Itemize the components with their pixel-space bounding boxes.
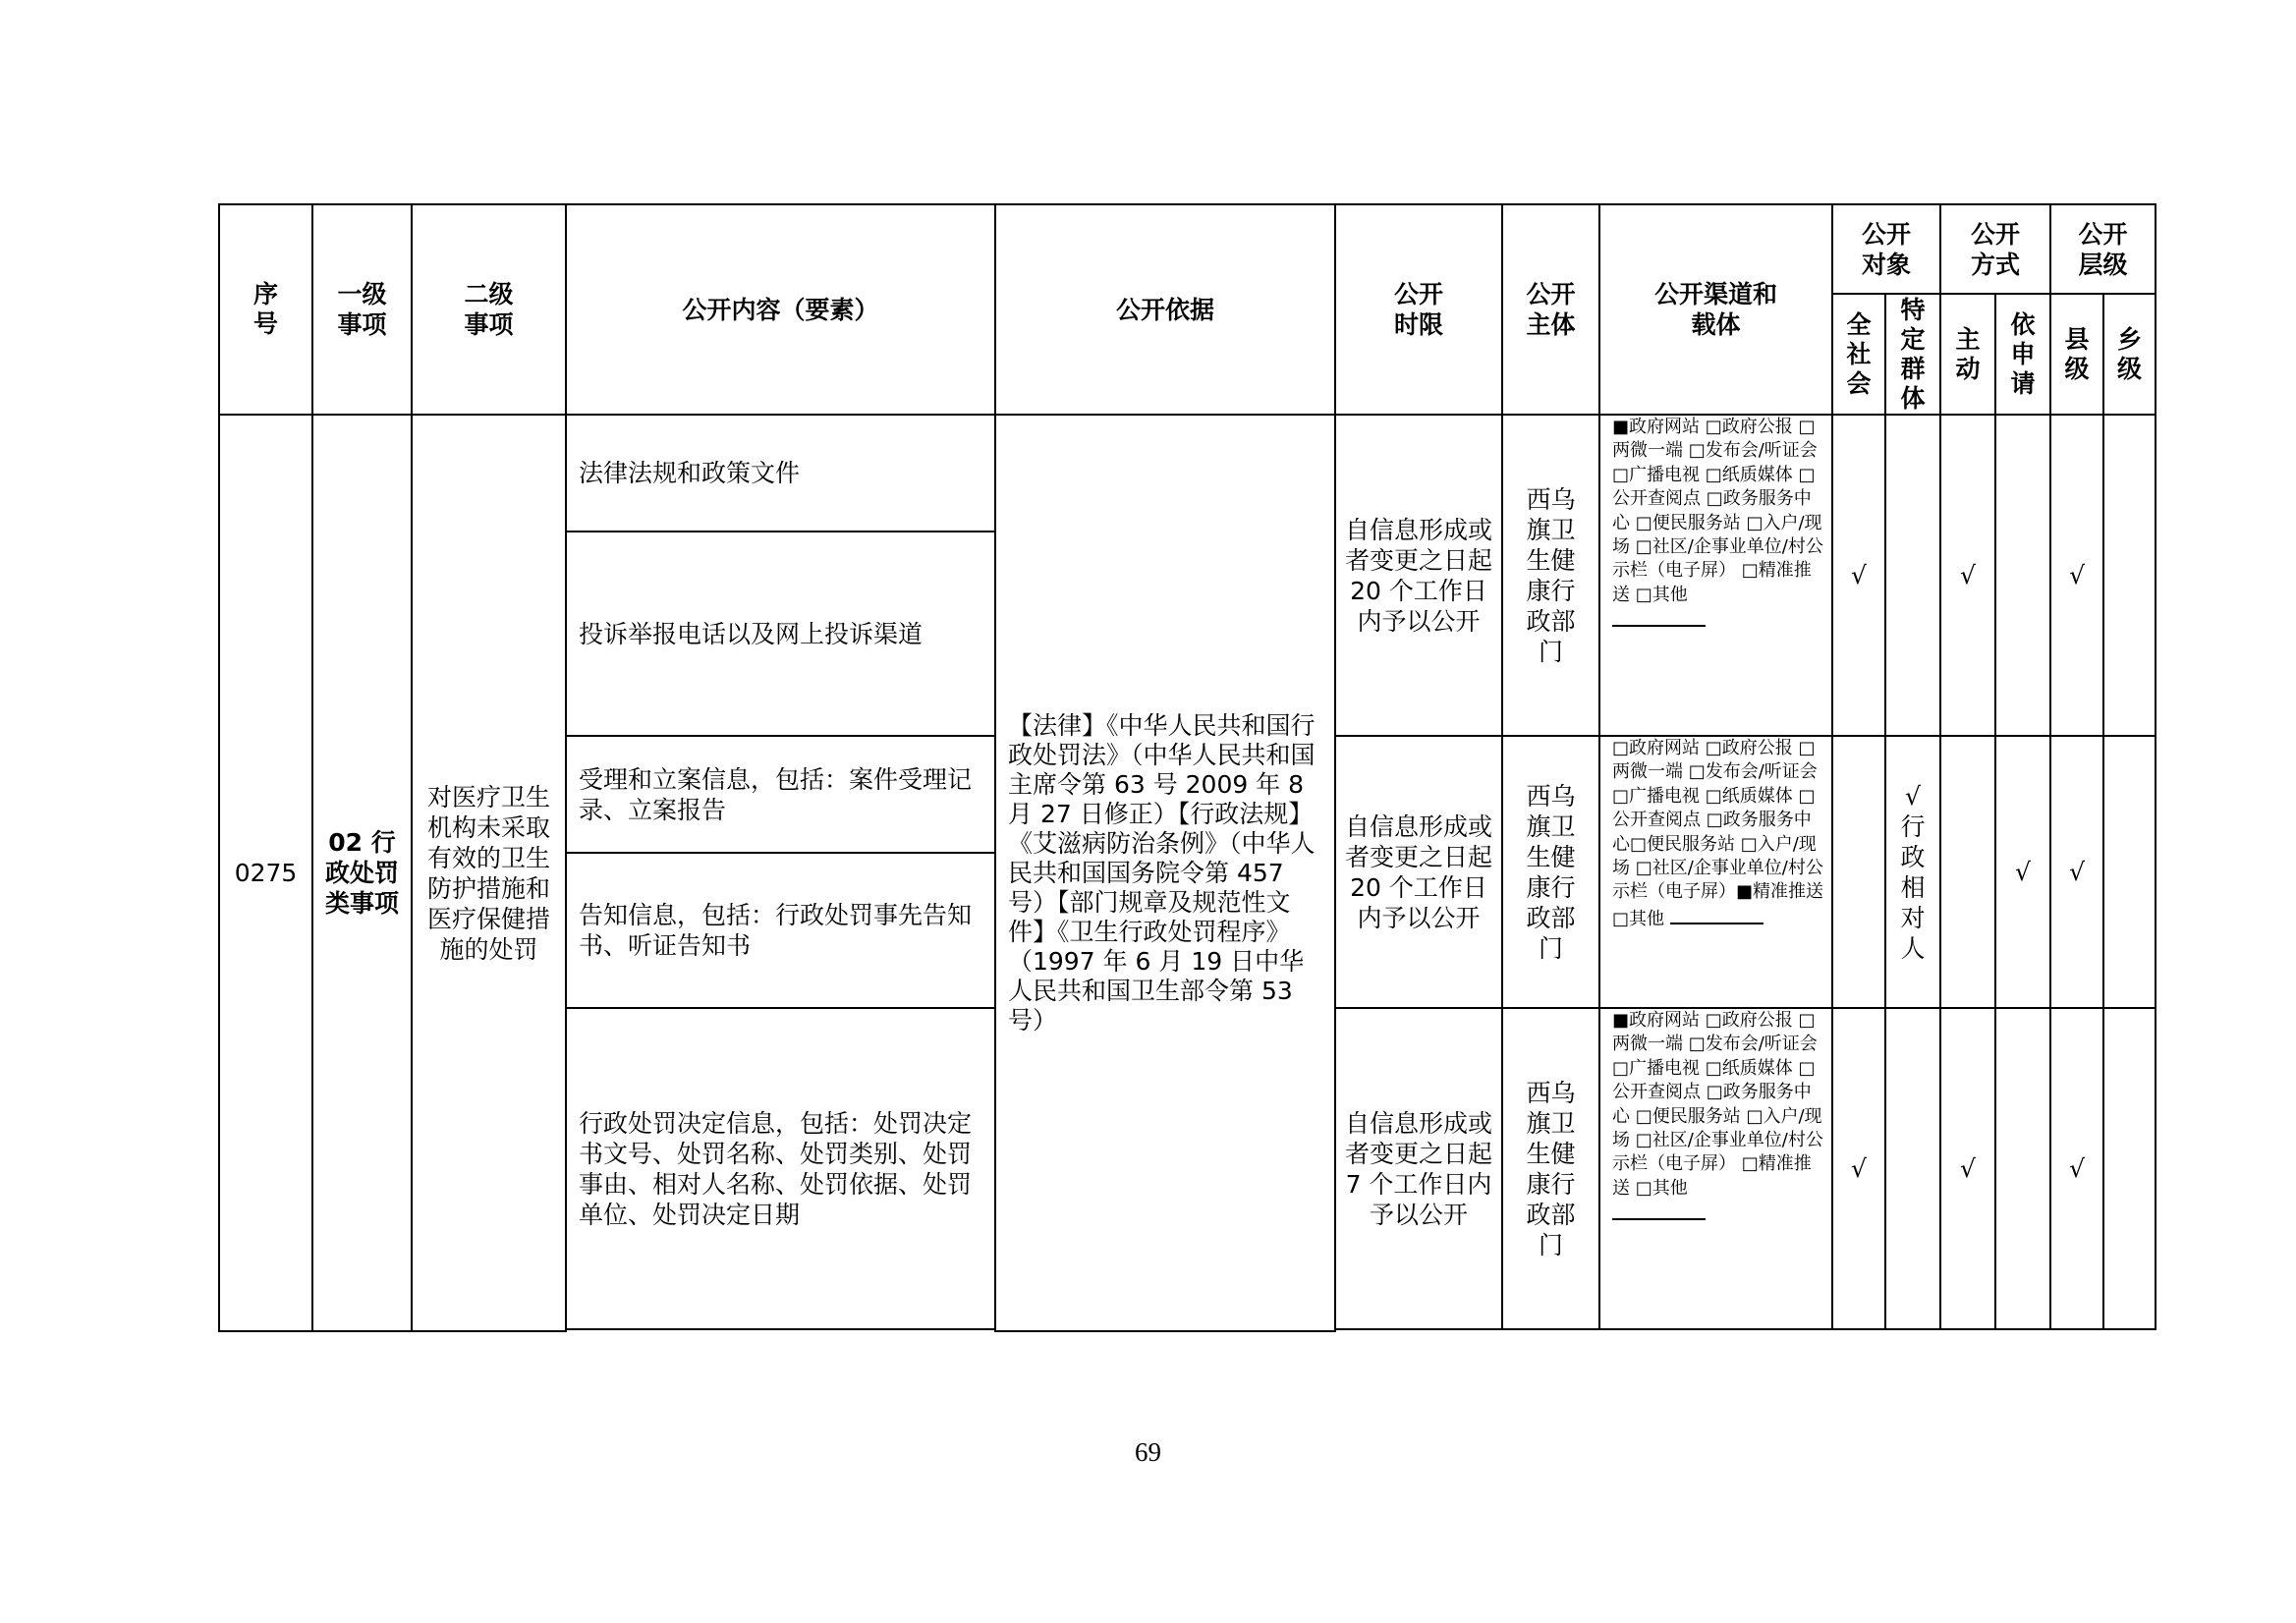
check-level-town	[2103, 1008, 2156, 1329]
header-content: 公开内容（要素）	[566, 204, 995, 415]
subject-cell: 西乌旗卫生健康行政部门	[1502, 415, 1599, 736]
header-subject: 公开主体	[1502, 204, 1599, 415]
check-method-active: √	[1940, 1008, 1995, 1329]
check-target-specific	[1885, 1008, 1940, 1329]
content-cell: 投诉举报电话以及网上投诉渠道	[566, 532, 995, 736]
content-cell: 告知信息，包括：行政处罚事先告知书、听证告知书	[566, 853, 995, 1008]
check-target-all: √	[1832, 1008, 1885, 1329]
time-limit-cell: 自信息形成或者变更之日起 7 个工作日内予以公开	[1335, 1008, 1502, 1329]
channel-cell	[1599, 415, 1832, 736]
header-level2: 二级事项	[412, 204, 566, 415]
header-level-county: 县级	[2050, 294, 2103, 415]
check-method-request	[1995, 415, 2050, 736]
channel-text: □政府网站 □政府公报 □两微一端 □发布会/听证会 □广播电视 □纸质媒体 □公开查阅点 □政务服务中心□便民服务站 □入户/现场 □社区/企事业单位/村公示栏（电子屏）■精准推送 □其他	[1612, 738, 1824, 929]
level2-cell: 对医疗卫生机构未采取有效的卫生防护措施和医疗保健措施的处罚	[412, 415, 566, 1331]
channel-text: ■政府网站 □政府公报 □两微一端 □发布会/听证会 □广播电视 □纸质媒体 □公开查阅点 □政务服务中心 □便民服务站 □入户/现场 □社区/企事业单位/村公示栏（电子屏） □精准推送 □其他	[1612, 417, 1823, 605]
check-level-county: √	[2050, 415, 2103, 736]
header-level-town: 乡级	[2103, 294, 2156, 415]
time-limit-cell: 自信息形成或者变更之日起 20 个工作日内予以公开	[1335, 415, 1502, 736]
header-basis: 公开依据	[995, 204, 1335, 415]
blank-underline	[1612, 1201, 1706, 1220]
seq-cell: 0275	[219, 415, 312, 1331]
basis-cell: 【法律】《中华人民共和国行政处罚法》（中华人民共和国主席令第 63 号 2009 年 8 月 27 日修正）【行政法规】《艾滋病防治条例》（中华人民共和国国务院令第 457 号）【部门规章及规范性文件】《卫生行政处罚程序》（1997 年 6 月 19 日中华人民共和国卫生部令第 53 号）	[995, 415, 1335, 1331]
header-target: 公开对象	[1832, 204, 1940, 294]
check-target-all	[1832, 736, 1885, 1008]
channel-cell	[1599, 736, 1832, 1008]
channel-cell	[1599, 1008, 1832, 1329]
header-method: 公开方式	[1940, 204, 2050, 294]
blank-underline	[1612, 607, 1706, 627]
check-target-all: √	[1832, 415, 1885, 736]
disclosure-table	[218, 203, 2156, 1332]
check-method-request	[1995, 1008, 2050, 1329]
check-method-request: √	[1995, 736, 2050, 1008]
check-method-active	[1940, 736, 1995, 1008]
check-level-county: √	[2050, 1008, 2103, 1329]
subject-cell: 西乌旗卫生健康行政部门	[1502, 736, 1599, 1008]
level1-cell: 02 行政处罚类事项	[312, 415, 412, 1331]
header-seq: 序号	[219, 204, 312, 415]
header-level1: 一级事项	[312, 204, 412, 415]
header-target-all: 全社会	[1832, 294, 1885, 415]
header-row-1	[219, 204, 2156, 294]
content-cell: 法律法规和政策文件	[566, 415, 995, 532]
header-time-limit: 公开时限	[1335, 204, 1502, 415]
subject-cell: 西乌旗卫生健康行政部门	[1502, 1008, 1599, 1329]
check-level-county: √	[2050, 736, 2103, 1008]
channel-text: ■政府网站 □政府公报 □两微一端 □发布会/听证会 □广播电视 □纸质媒体 □公开查阅点 □政务服务中心 □便民服务站 □入户/现场 □社区/企事业单位/村公示栏（电子屏） □精准推送 □其他	[1612, 1010, 1823, 1199]
header-method-active: 主动	[1940, 294, 1995, 415]
header-level: 公开层级	[2050, 204, 2156, 294]
table-row	[219, 415, 2156, 532]
page-number: 69	[1135, 1437, 1161, 1467]
check-target-specific	[1885, 415, 1940, 736]
check-target-specific: √行政相对人	[1885, 736, 1940, 1008]
content-cell: 行政处罚决定信息，包括：处罚决定书文号、处罚名称、处罚类别、处罚事由、相对人名称、处罚依据、处罚单位、处罚决定日期	[566, 1008, 995, 1329]
content-cell: 受理和立案信息，包括：案件受理记录、立案报告	[566, 736, 995, 853]
check-level-town	[2103, 736, 2156, 1008]
header-channel: 公开渠道和载体	[1599, 204, 1832, 415]
header-method-request: 依申请	[1995, 294, 2050, 415]
blank-underline	[1670, 905, 1764, 924]
check-level-town	[2103, 415, 2156, 736]
check-method-active: √	[1940, 415, 1995, 736]
time-limit-cell: 自信息形成或者变更之日起 20 个工作日内予以公开	[1335, 736, 1502, 1008]
header-target-specific: 特定群体	[1885, 294, 1940, 415]
